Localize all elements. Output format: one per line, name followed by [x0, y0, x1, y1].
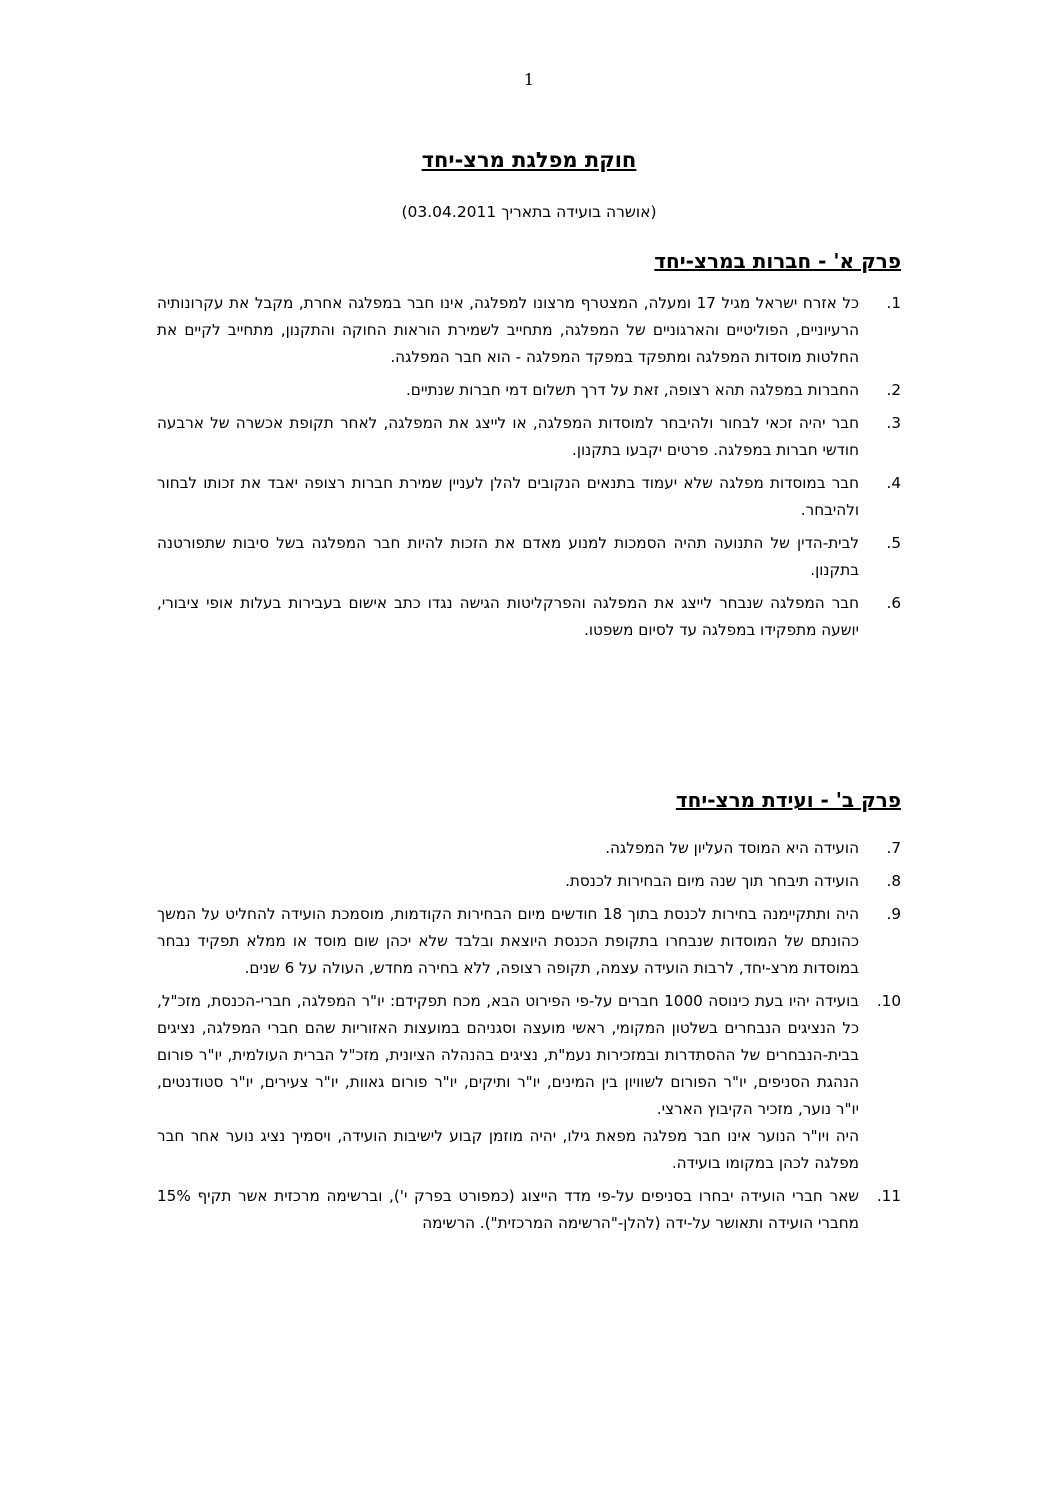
clause-text: חבר במוסדות מפלגה שלא יעמוד בתנאים הנקובים להלן לעניין שמירת חברות רצופה יאבד את זכותו לבחור ולהיבחר.	[157, 474, 859, 519]
clause-text: חבר יהיה זכאי לבחור ולהיבחר למוסדות המפלגה, או לייצג את המפלגה, לאחר תקופת אכשרה של ארבעה חודשי חברות במפלגה. פרטים יקבעו בתקנון.	[157, 414, 859, 459]
clause-number: 7.	[886, 839, 901, 857]
chapter-b-clauses	[157, 835, 901, 1243]
clause-number: 10.	[876, 992, 901, 1010]
document-title: חוקת מפלגת מרצ-יחד	[421, 148, 637, 172]
clause-text: החברות במפלגה תהא רצופה, זאת על דרך תשלום דמי חברות שנתיים.	[405, 381, 859, 399]
clause-number: 9.	[886, 905, 901, 923]
chapter-a-clauses	[157, 290, 901, 650]
clause	[157, 835, 901, 862]
clause-continuation: היה ויו"ר הנוער אינו חבר מפלגה מפאת גילו, יהיה מוזמן קבוע לישיבות הועידה, ויסמיך נציג נוער אחר חבר מפלגה לכהן במקומו בועידה.	[157, 1127, 859, 1172]
clause-number: 3.	[886, 414, 901, 432]
clause	[157, 470, 901, 524]
clause	[157, 290, 901, 371]
clause	[157, 988, 901, 1177]
clause-text: שאר חברי הועידה יבחרו בסניפים על-פי מדד הייצוג (כמפורט בפרק י'), וברשימה מרכזית אשר תקיף 15% מחברי הועידה ותאושר על-ידה (להלן-"הרשימה המרכזית"). הרשימה	[157, 1187, 859, 1232]
clause-number: 8.	[886, 872, 901, 890]
clause-text: היה ותתקיימנה בחירות לכנסת בתוך 18 חודשים מיום הבחירות הקודמות, מוסמכת הועידה להחליט על המשך כהונתם של המוסדות שנבחרו בתקופת הכנסת היוצאת ובלבד שלא יכהן שום מוסד או ממלא תפקיד נבחר במוסדות מרצ-יחד, לרבות הועידה עצמה, תקופה רצופה, ללא בחירה מחדש, העולה על 6 שנים.	[157, 905, 859, 977]
clause-text: לבית-הדין של התנועה תהיה הסמכות למנוע מאדם את הזכות להיות חבר המפלגה בשל סיבות שתפורטנה בתקנון.	[157, 534, 859, 579]
clause	[157, 590, 901, 644]
clause-text: בועידה יהיו בעת כינוסה 1000 חברים על-פי הפירוט הבא, מכח תפקידם: יו"ר המפלגה, חברי-הכנסת, מזכ"ל, כל הנציגים הנבחרים בשלטון המקומי, ראשי מועצה וסגניהם במועצות האזוריות שהם חברי המפלגה, נציגים בבית-הנבחרים של ההסתדרות ובמזכירות נעמ"ת, נציגים בהנהלה הציונית, מזכ"ל הברית העולמית, יו"ר פורום הנהגת הסניפים, יו"ר הפורום לשוויון בין המינים, יו"ר ותיקים, יו"ר פורום גאוות, יו"ר צעירים, יו"ר סטודנטים, יו"ר נוער, מזכיר הקיבוץ הארצי.	[157, 992, 859, 1118]
clause-text: הועידה היא המוסד העליון של המפלגה.	[605, 839, 859, 857]
clause-number: 6.	[886, 594, 901, 612]
clause	[157, 901, 901, 982]
chapter-heading-a: פרק א' - חברות במרצ-יחד	[654, 249, 901, 273]
clause	[157, 410, 901, 464]
clause-text: הועידה תיבחר תוך שנה מיום הבחירות לכנסת.	[565, 872, 859, 890]
clause-text: חבר המפלגה שנבחר לייצג את המפלגה והפרקליטות הגישה נגדו כתב אישום בעבירות בעלות אופי ציבורי, יושעה מתפקידו במפלגה עד לסיום משפטו.	[157, 594, 859, 639]
page-number: 1	[523, 70, 535, 89]
clause-number: 5.	[886, 534, 901, 552]
clause	[157, 377, 901, 404]
clause	[157, 530, 901, 584]
clause	[157, 1183, 901, 1237]
clause-number: 2.	[886, 381, 901, 399]
clause-number: 4.	[886, 474, 901, 492]
clause	[157, 868, 901, 895]
clause-text: כל אזרח ישראל מגיל 17 ומעלה, המצטרף מרצונו למפלגה, אינו חבר במפלגה אחרת, מקבל את עקרונותיה הרעיוניים, הפוליטיים והארגוניים של המפלגה, מתחייב לשמירת הוראות החוקה והתקנון, מתחייב לקיים את החלטות מוסדות המפלגה ומתפקד במפקד המפלגה - הוא חבר המפלגה.	[157, 294, 860, 366]
chapter-heading-b: פרק ב' - ועידת מרצ-יחד	[675, 788, 901, 812]
document-subtitle: (אושרה בועידה בתאריך 03.04.2011)	[401, 203, 657, 221]
clause-number: 1.	[886, 294, 901, 312]
clause-number: 11.	[876, 1187, 901, 1205]
